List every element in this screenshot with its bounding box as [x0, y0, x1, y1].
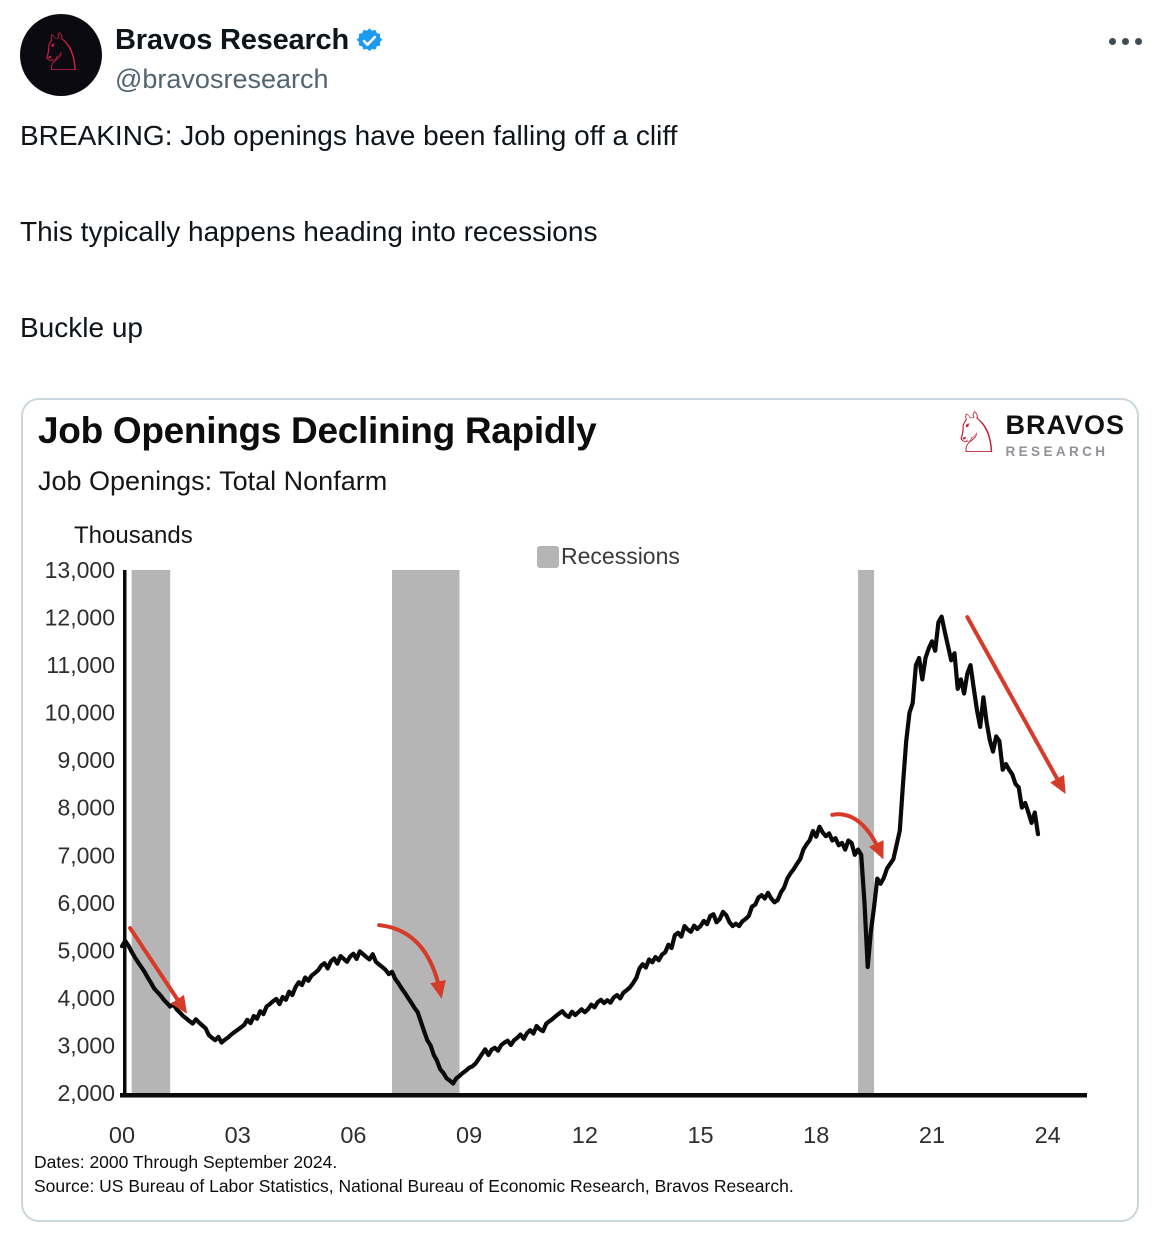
chart-legend: [537, 543, 680, 570]
recession-legend-label: Recessions: [561, 543, 680, 569]
x-tick-label: 15: [687, 1122, 714, 1148]
brand-subname: RESEARCH: [1005, 443, 1109, 459]
y-tick-label: 4,000: [57, 984, 115, 1011]
tweet-paragraph: BREAKING: Job openings have been falling off a cliff: [20, 120, 678, 151]
y-tick-label: 10,000: [44, 699, 115, 726]
chart-footnote-dates: Dates: 2000 Through September 2024.: [34, 1152, 338, 1172]
y-tick-label: 5,000: [57, 937, 115, 964]
recession-band: [132, 570, 171, 1093]
y-tick-label: 13,000: [44, 557, 115, 584]
y-tick-label: 3,000: [57, 1032, 115, 1059]
author-handle[interactable]: @bravosresearch: [115, 64, 329, 94]
tweet-text: [20, 118, 1140, 406]
bull-knight-avatar-icon: ♘: [37, 23, 85, 83]
x-tick-label: 18: [803, 1122, 830, 1148]
chart-title: Job Openings Declining Rapidly: [38, 410, 597, 451]
more-options-icon[interactable]: [1103, 32, 1148, 51]
x-tick-label: 12: [571, 1122, 598, 1148]
y-tick-label: 12,000: [44, 604, 115, 631]
y-tick-label: 2,000: [57, 1080, 115, 1106]
x-tick-label: 21: [918, 1122, 946, 1148]
chart-image-card[interactable]: [21, 398, 1139, 1222]
y-tick-label: 7,000: [57, 842, 115, 869]
x-tick-label: 06: [340, 1122, 367, 1148]
job-openings-line: [122, 617, 1038, 1084]
x-tick-label: 00: [108, 1122, 136, 1148]
avatar[interactable]: [20, 14, 102, 96]
x-axis-line: [120, 1093, 1087, 1098]
brand-name: BRAVOS: [1005, 409, 1125, 440]
x-tick-label: 24: [1034, 1122, 1061, 1148]
chart-subtitle: Job Openings: Total Nonfarm: [38, 466, 388, 496]
bull-knight-logo-icon: ♘: [951, 401, 1002, 466]
y-tick-label: 8,000: [57, 794, 115, 821]
y-axis-unit-label: Thousands: [74, 522, 193, 549]
author-name[interactable]: Bravos Research: [115, 24, 349, 56]
y-tick-label: 9,000: [57, 747, 115, 774]
tweet-paragraph: This typically happens heading into recessions: [20, 216, 598, 247]
y-tick-label: 11,000: [46, 652, 115, 679]
x-tick-label: 03: [224, 1122, 251, 1148]
chart-footnote-source: Source: US Bureau of Labor Statistics, National Bureau of Economic Research, Bravos Research.: [34, 1176, 794, 1196]
x-tick-label: 09: [456, 1122, 483, 1148]
tweet-paragraph: Buckle up: [20, 312, 143, 343]
y-tick-label: 6,000: [57, 889, 115, 916]
brand-logo: [951, 401, 1125, 466]
recession-band: [392, 570, 459, 1093]
tweet-header: [20, 14, 1140, 100]
recession-legend-swatch: [537, 546, 559, 568]
verified-badge-icon: [356, 27, 383, 54]
y-axis-line: [123, 570, 127, 1097]
author-name-row: [115, 24, 383, 57]
